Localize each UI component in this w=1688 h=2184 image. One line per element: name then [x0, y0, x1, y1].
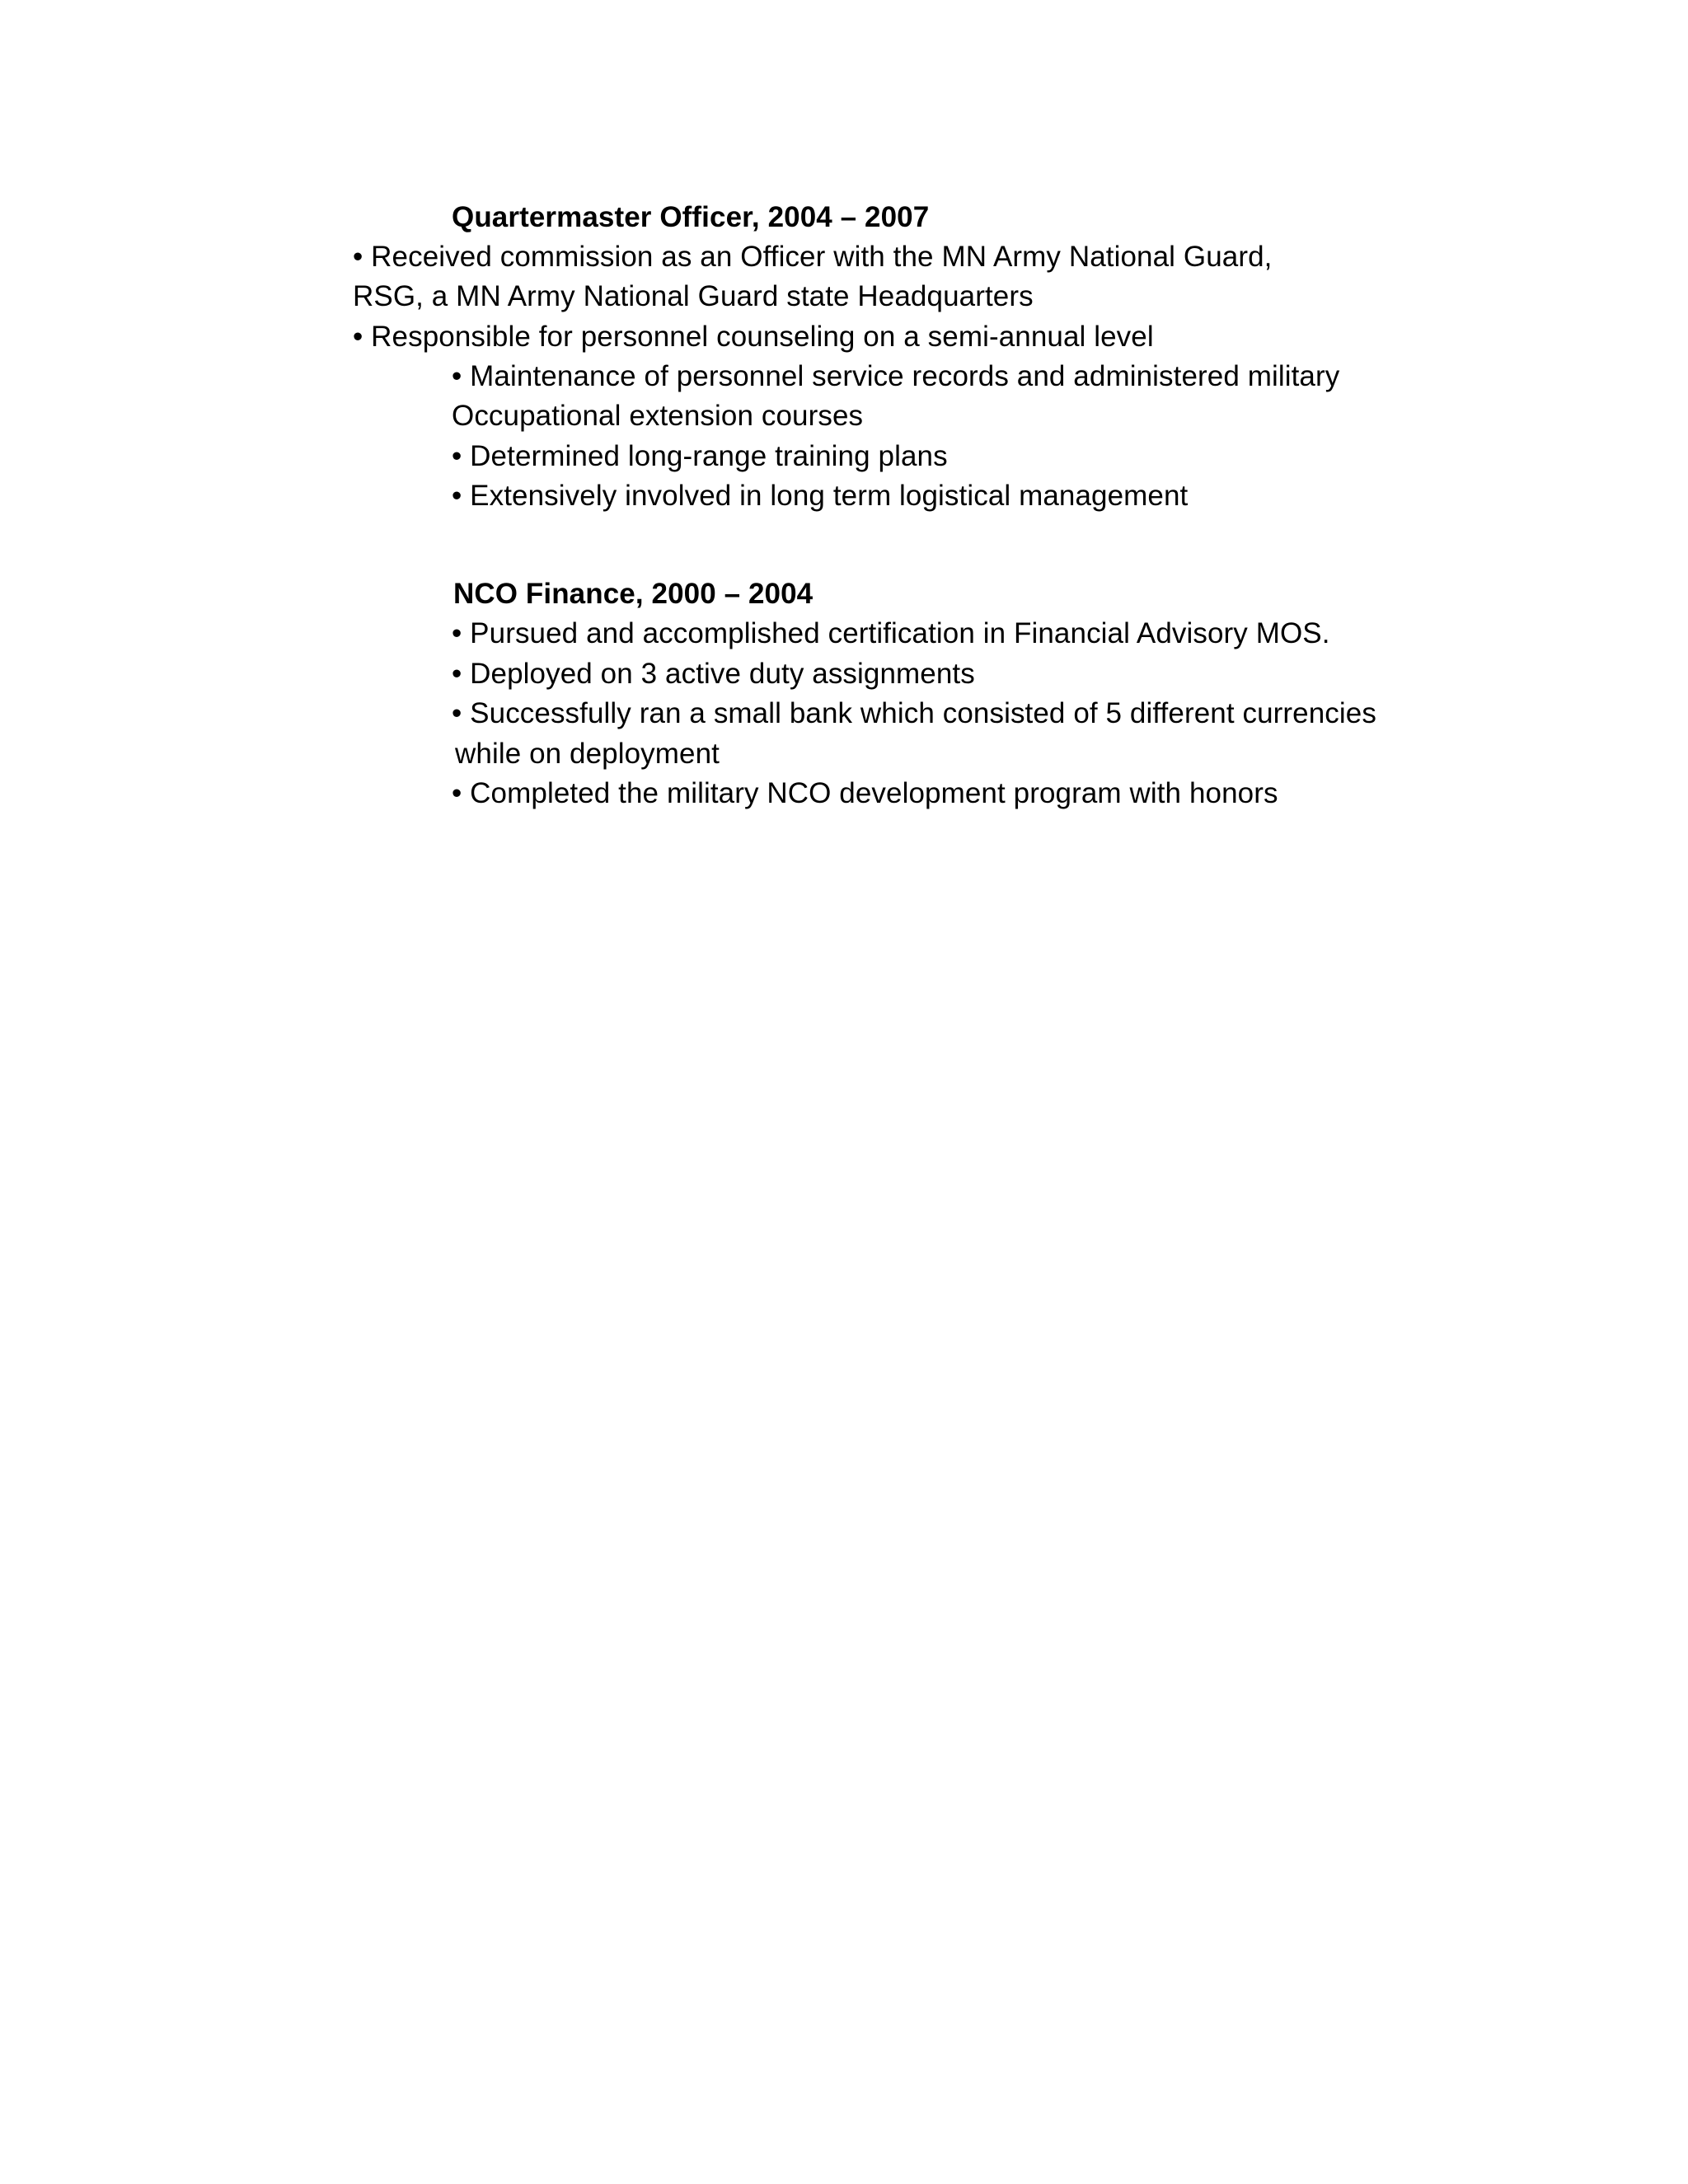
- bullet-line: • Pursued and accomplished certification in Financial Advisory MOS.: [452, 617, 1330, 649]
- bullet-line-continuation: RSG, a MN Army National Guard state Headquarters: [353, 280, 1034, 312]
- bullet-line: • Successfully ran a small bank which consisted of 5 different currencies: [452, 697, 1376, 729]
- bullet-line-continuation: Occupational extension courses: [452, 400, 864, 432]
- bullet-line: • Responsible for personnel counseling on a semi-annual level: [353, 321, 1154, 353]
- bullet-line: • Completed the military NCO development program with honors: [452, 777, 1278, 809]
- bullet-line: • Maintenance of personnel service records and administered military: [452, 360, 1340, 392]
- bullet-line: • Determined long-range training plans: [452, 440, 948, 472]
- section-title-quartermaster: Quartermaster Officer, 2004 – 2007: [452, 201, 930, 233]
- section-title-nco-finance: NCO Finance, 2000 – 2004: [453, 578, 814, 610]
- bullet-line-continuation: while on deployment: [455, 738, 720, 770]
- bullet-line: • Deployed on 3 active duty assignments: [452, 658, 975, 690]
- bullet-line: • Received commission as an Officer with the MN Army National Guard,: [353, 241, 1273, 273]
- bullet-line: • Extensively involved in long term logistical management: [452, 480, 1189, 512]
